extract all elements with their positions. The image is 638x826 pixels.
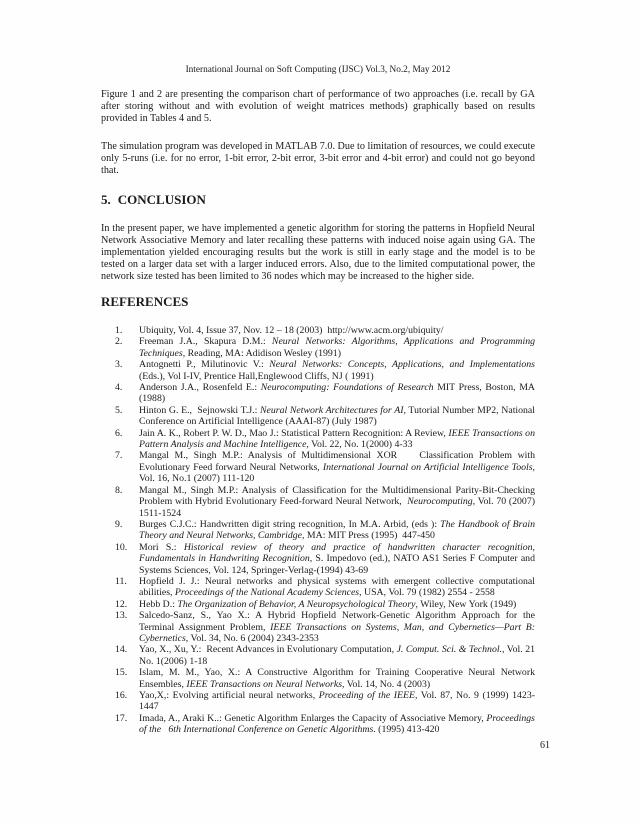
reference-number: 4. xyxy=(115,382,123,394)
conclusion-heading-number: 5. xyxy=(101,192,111,207)
reference-number: 1. xyxy=(115,325,123,336)
reference-item xyxy=(101,713,535,736)
reference-item xyxy=(101,405,535,428)
references-heading: REFERENCES xyxy=(101,294,189,309)
reference-item xyxy=(101,450,535,484)
reference-number: 6. xyxy=(115,427,123,439)
reference-item xyxy=(101,382,535,405)
reference-item xyxy=(101,359,535,382)
reference-item xyxy=(101,336,535,359)
reference-number: 2. xyxy=(115,336,123,348)
reference-number: 14. xyxy=(115,644,128,656)
reference-item xyxy=(101,610,535,644)
reference-text: Islam, M. M., Yao, X.: A Constructive Algorithm for Training Cooperative Neural Network Ensembles, IEEE Transactions on Neural Networks, Vol. 14, No. 4 (2003) xyxy=(139,667,535,690)
reference-text: Freeman J.A., Skapura D.M.: Neural Networks: Algorithms, Applications and Programming Techniques, Reading, MA: Adidison Wesley (1991) xyxy=(139,336,535,359)
reference-number: 12. xyxy=(115,598,128,610)
reference-text: Mangal M., Singh M.P.: Analysis of Classification for the Multidimensional Parity-Bit-Checking Problem with Hybrid Evolutionary Feed-forward Neural Network, Neurocomputing, Vol. 70 (2007) 1511-1524 xyxy=(139,484,535,519)
reference-text: Jain A. K., Robert P. W. D., Mao J.: Statistical Pattern Recognition: A Review, IEEE Transactions on Pattern Analysis and Machine Intelligence, Vol. 22, No. 1(2000) 4-33 xyxy=(139,427,535,451)
reference-text: Burges C.J.C.: Handwritten digit string recognition, In M.A. Arbid, (eds ): The Handbook of Brain Theory and Neural Networks, Cambridge, MA: MIT Press (1995) 447-450 xyxy=(139,518,536,542)
reference-text: Hebb D.: The Organization of Behavior, A Neuropsychological Theory, Wiley, New York (1949) xyxy=(139,598,517,610)
reference-number: 15. xyxy=(115,667,128,679)
reference-text: Mori S.: Historical review of theory and practice of handwritten character recognition, Fundamentals in Handwriting Recognition, S. Impedovo (ed.), NATO AS1 Series F Computer and Systems Sciences, Vol. 124, Springer-Verlag-(1994) 43-69 xyxy=(139,541,535,576)
page-content xyxy=(101,0,535,736)
reference-item xyxy=(101,485,535,519)
reference-text: Yao,X,: Evolving artificial neural networks, Proceeding of the IEEE, Vol. 87, No. 9 (1999) 1423-1447 xyxy=(139,690,535,713)
reference-number: 10. xyxy=(115,541,128,553)
journal-header: International Journal on Soft Computing (IJSC) Vol.3, No.2, May 2012 xyxy=(185,65,451,75)
reference-text: Imada, A., Araki K..: Genetic Algorithm Enlarges the Capacity of Associative Memory, Proceedings of the 6th International Conference on Genetic Algorithms. (1995) 413-420 xyxy=(139,712,535,736)
reference-item xyxy=(101,599,535,610)
reference-item xyxy=(101,690,535,713)
reference-item xyxy=(101,428,535,451)
reference-item xyxy=(101,325,535,336)
reference-number: 7. xyxy=(115,450,123,462)
reference-item xyxy=(101,644,535,667)
reference-text: Hinton G. E., Sejnowski T.J.: Neural Network Architectures for AI, Tutorial Number MP2, National Conference on Artificial Intelligence (AAAI-87) (July 1987) xyxy=(139,404,535,428)
paragraph-figures-comparison: Figure 1 and 2 are presenting the comparison chart of performance of two approaches (i.e. recall by GA after storing without and with evolution of weight matrices methods) graphically based on results provided in Tables 4 and 5. xyxy=(101,89,535,124)
references-list xyxy=(101,325,535,736)
reference-number: 17. xyxy=(115,712,128,724)
reference-number: 11. xyxy=(115,575,127,587)
reference-item xyxy=(101,542,535,576)
reference-number: 13. xyxy=(115,610,128,622)
reference-item xyxy=(101,576,535,599)
reference-text: Ubiquity, Vol. 4, Issue 37, Nov. 12 – 18 (2003) http://www.acm.org/ubiquity/ xyxy=(139,325,444,336)
reference-number: 9. xyxy=(115,518,123,530)
conclusion-paragraph: In the present paper, we have implemented a genetic algorithm for storing the patterns in Hopfield Neural Network Associative Memory and later recalling these patterns with induced noise again using GA. The implementation yielded encouraging results but the work is still in early stage and the model is to be tested on a larger data set with a larger induced errors. Also, due to the limited computational power, the network size tested has been limited to 36 nodes which may be increased to the higher side. xyxy=(101,223,535,282)
reference-number: 3. xyxy=(115,359,123,371)
reference-item xyxy=(101,519,535,542)
reference-text: Salcedo-Sanz, S., Yao X.: A Hybrid Hopfield Network-Genetic Algorithm Approach for the Terminal Assignment Problem, IEEE Transactions on Systems, Man, and Cybernetics—Part B: Cybernetics, Vol. 34, No. 6 (2004) 2343-2353 xyxy=(139,610,536,644)
reference-text: Antognetti P., Milutinovic V.: Neural Networks: Concepts, Applications, and Implementations (Eds.), Vol I-IV, Prentice Hall,Englewood Cliffs, NJ ( 1991) xyxy=(139,359,535,382)
reference-number: 8. xyxy=(115,484,123,496)
reference-text: Hopfield J. J.: Neural networks and physical systems with emergent collective computational abilities, Proceedings of the National Academy Sciences, USA, Vol. 79 (1982) 2554 - 2558 xyxy=(139,575,535,599)
conclusion-heading xyxy=(101,192,535,207)
reference-number: 16. xyxy=(115,690,128,701)
reference-item xyxy=(101,667,535,690)
reference-text: Anderson J.A., Rosenfeld E.: Neurocomputing: Foundations of Research MIT Press, Boston, MA (1988) xyxy=(139,382,535,405)
page-number: 61 xyxy=(540,740,550,751)
reference-number: 5. xyxy=(115,404,123,416)
reference-text: Mangal M., Singh M.P.: Analysis of Multidimensional XOR Classification Problem with Evolutionary Feed forward Neural Networks, International Journal on Artificial Intelligence Tools, Vol. 16, No.1 (2007) 111-120 xyxy=(139,450,535,485)
paragraph-simulation-program: The simulation program was developed in MATLAB 7.0. Due to limitation of resources, we could execute only 5-runs (i.e. for no error, 1-bit error, 2-bit error, 3-bit error and 4-bit error) and could not go beyond that. xyxy=(101,141,535,176)
conclusion-heading-label: CONCLUSION xyxy=(117,192,206,207)
reference-text: Yao, X., Xu, Y.: Recent Advances in Evolutionary Computation, J. Comput. Sci. & Technol., Vol. 21 No. 1(2006) 1-18 xyxy=(139,644,535,667)
